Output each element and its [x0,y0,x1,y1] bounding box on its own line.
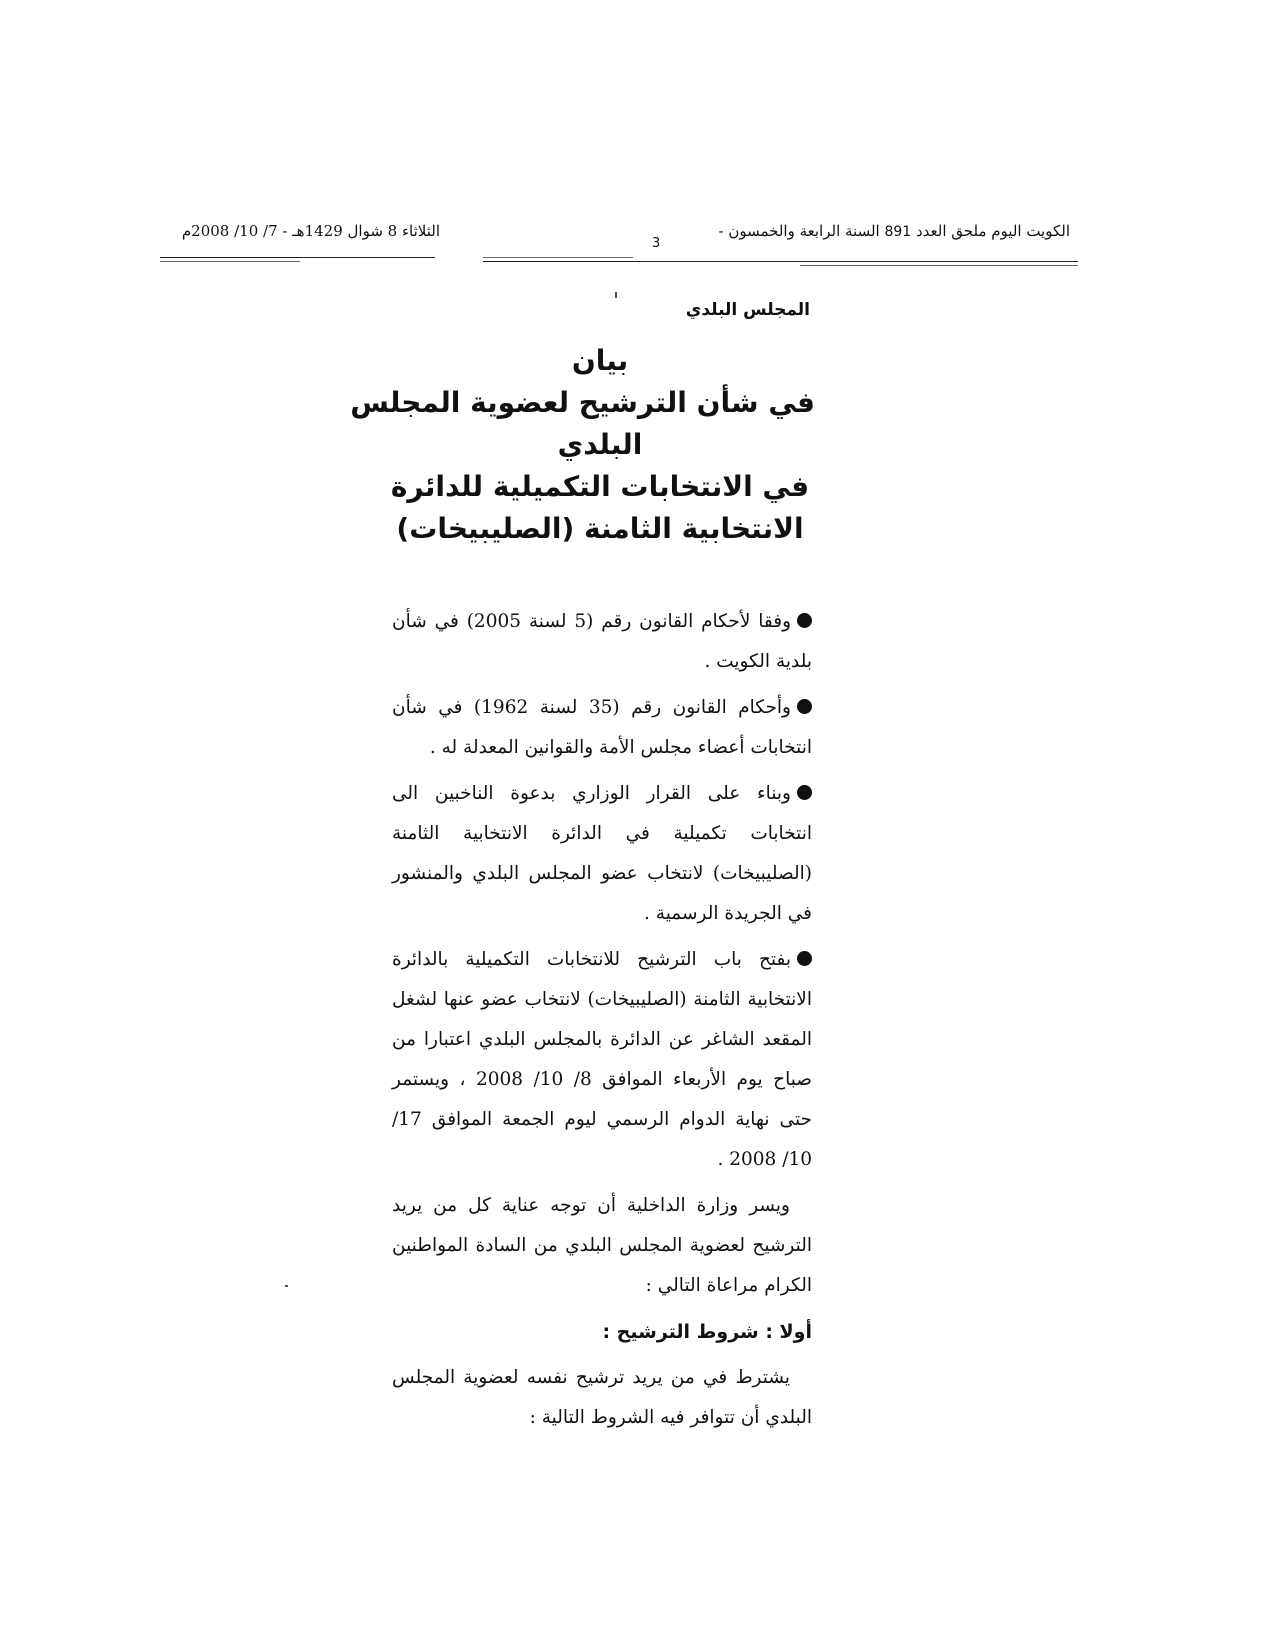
bullet-icon [797,613,812,628]
title-line: البلدي [557,428,643,461]
header-publication-year: السنة الرابعة والخمسون - [718,222,880,240]
subheading: أولا : شروط الترشيح : [602,1321,812,1343]
paragraph-text: وفقا لأحكام القانون رقم (5 لسنة 2005) في شأن بلدية الكويت . [392,611,812,672]
paragraph-text: وبناء على القرار الوزاري بدعوة الناخبين الى انتخابات تكميلية في الدائرة الانتخابية الثامنة (الصليبيخات) لانتخاب عضو المجلس البلدي والمنشور في الجريدة الرسمية . [392,783,812,924]
paragraph-text: وأحكام القانون رقم (35 لسنة 1962) في شأن انتخابات أعضاء مجلس الأمة والقوانين المعدلة له . [392,697,812,758]
title-line: الانتخابية الثامنة (الصليبيخات) [396,512,804,545]
paragraph [392,940,812,1180]
header-date: الثلاثاء 8 شوال 1429هـ - 7/ 10/ 2008م [181,222,440,240]
paragraph [392,774,812,934]
paragraph [392,688,812,768]
title-line: بيان [571,344,629,377]
bullet-icon [797,699,812,714]
header-rule-right [483,261,1078,262]
scan-speck [615,292,617,298]
title-line: في الانتخابات التكميلية للدائرة [390,470,810,503]
paragraph: ويسر وزارة الداخلية أن توجه عناية كل من يريد الترشيح لعضوية المجلس البلدي من السادة المواطنين الكرام مراعاة التالي : [392,1195,812,1296]
paragraph [392,602,812,682]
header-publication-name: الكويت اليوم ملحق العدد [916,222,1070,240]
bullet-icon [797,785,812,800]
header-publication-info [645,222,1070,240]
scan-speck [285,1285,288,1287]
document-title [350,340,815,550]
header-issue-number: 891 [884,224,912,240]
header-rule-left [160,257,435,258]
paragraph-text: بفتح باب الترشيح للانتخابات التكميلية بالدائرة الانتخابية الثامنة (الصليبيخات) لانتخاب عضو عنها لشغل المقعد الشاغر عن الدائرة بالمجلس البلدي اعتبارا من صباح يوم الأربعاء الموافق 8/ 10/ 2008 ، ويستمر حتى نهاية الدوام الرسمي ليوم الجمعة الموافق 17/ 10/ 2008 . [392,949,813,1170]
header-rule-right-thin [800,265,1078,266]
document-body [392,602,812,1444]
header-rule-center-thin [483,257,633,258]
header-page-number: 3 [652,236,661,251]
paragraph: يشترط في من يريد ترشيح نفسه لعضوية المجلس البلدي أن تتوافر فيه الشروط التالية : [392,1367,812,1428]
section-label: المجلس البلدي [685,300,810,320]
title-line: في شأن الترشيح لعضوية المجلس [350,386,815,419]
bullet-icon [797,951,812,966]
header-rule-left-thin [160,261,300,262]
